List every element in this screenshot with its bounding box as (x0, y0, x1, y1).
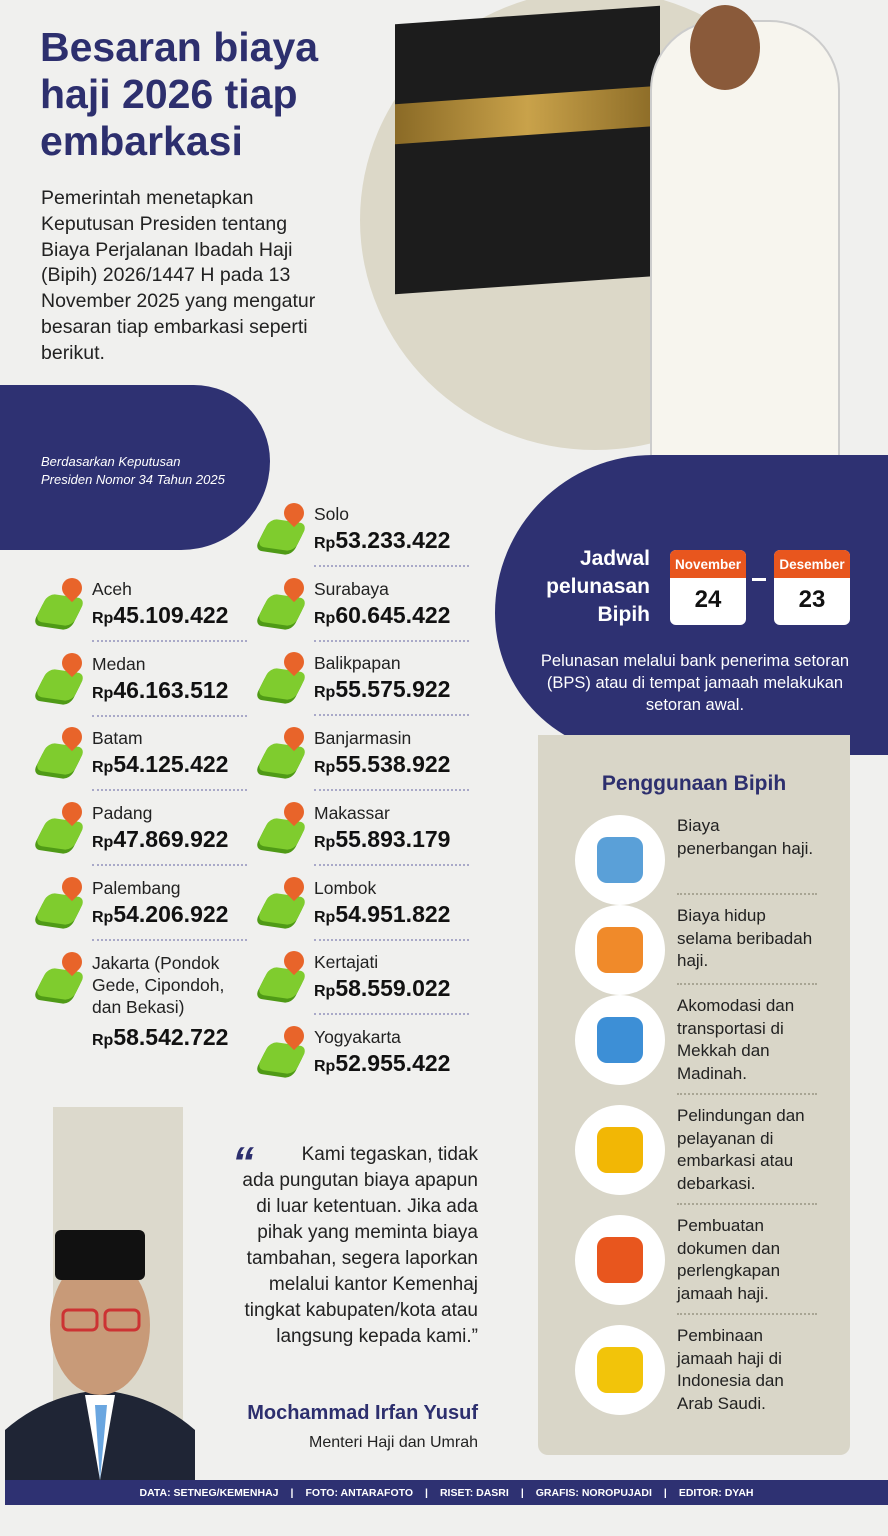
money-location-icon (40, 578, 82, 628)
divider (677, 983, 817, 985)
money-location-icon (262, 951, 304, 1001)
city-name: Jakarta (Pondok Gede, Cipondoh, dan Bekasi) (92, 952, 225, 1017)
footer-credit: FOTO: ANTARAFOTO (305, 1486, 414, 1499)
airplane-icon (597, 837, 643, 883)
money-location-icon (262, 578, 304, 628)
usage-text: Pembuatan dokumen dan perlengkapan jamaah haji. (677, 1216, 781, 1303)
price-value (314, 1050, 450, 1077)
star-icon (597, 1347, 643, 1393)
money-location-icon (40, 952, 82, 1002)
city-name: Yogyakarta (314, 1026, 401, 1047)
usage-text: Pelindungan dan pelayanan di embarkasi atau debarkasi. (677, 1106, 805, 1193)
price-amount: 52.955.422 (335, 1049, 451, 1076)
divider (92, 640, 247, 642)
currency-label: Rp (92, 908, 114, 926)
usage-icon-circle (575, 1105, 665, 1195)
currency-label: Rp (314, 1057, 336, 1075)
price-value (92, 901, 228, 928)
money-icon (256, 742, 308, 775)
money-icon (34, 892, 86, 925)
divider (92, 864, 247, 866)
currency-label: Rp (314, 759, 336, 777)
calendar-start (670, 550, 746, 625)
price-amount: 58.542.722 (113, 1023, 229, 1050)
money-icon (34, 817, 86, 850)
money-location-icon (40, 653, 82, 703)
divider (92, 715, 247, 717)
usage-title: Penggunaan Bipih (601, 772, 787, 795)
currency-label: Rp (314, 684, 336, 702)
quote-text: Kami tegaskan, tidak ada pungutan biaya apapun di luar ketentuan. Jika ada pihak yang meminta biaya tambahan, segera laporkan melalui kantor Kemenhaj tingkat kabupaten/kota atau langsung kepada kami.” (242, 1144, 478, 1347)
page-title: Besaran biaya haji 2026 tiap embarkasi (40, 24, 319, 164)
money-icon (34, 668, 86, 701)
currency-label: Rp (92, 834, 114, 852)
price-value (314, 901, 450, 928)
range-dash (752, 578, 766, 581)
divider (314, 864, 469, 866)
money-location-icon (40, 802, 82, 852)
money-location-icon (262, 727, 304, 777)
price-amount: 55.575.922 (335, 676, 451, 703)
price-value (92, 602, 228, 629)
usage-text: Pembinaan jamaah haji di Indonesia dan Arab Saudi. (677, 1326, 784, 1413)
minister-portrait (5, 1215, 195, 1480)
price-value (314, 826, 450, 853)
usage-text: Akomodasi dan transportasi di Mekkah dan Madinah. (677, 996, 795, 1083)
usage-icon-circle (575, 905, 665, 995)
footer-credit: DATA: SETNEG/KEMENHAJ (139, 1486, 279, 1499)
price-value (314, 527, 450, 554)
money-icon (34, 967, 86, 1000)
calendar-month: November (670, 550, 746, 578)
price-amount: 53.233.422 (335, 527, 451, 553)
money-icon (256, 1041, 308, 1074)
schedule-label: Jadwal pelunasan Bipih (546, 547, 650, 626)
price-amount: 54.125.422 (113, 751, 229, 778)
city-name: Surabaya (314, 578, 389, 599)
calendar-day: 24 (694, 586, 722, 613)
price-amount: 45.109.422 (113, 602, 229, 628)
money-icon (256, 817, 308, 850)
calendar-month: Desember (774, 550, 850, 578)
city-name: Padang (92, 803, 153, 824)
price-amount: 46.163.512 (113, 676, 229, 703)
divider (677, 1313, 817, 1315)
footer-separator: | (290, 1486, 294, 1499)
currency-label: Rp (92, 610, 114, 627)
footer-separator: | (663, 1486, 667, 1499)
price-value (314, 676, 450, 703)
currency-label: Rp (92, 1031, 114, 1049)
divider (314, 789, 469, 791)
divider (314, 714, 469, 716)
currency-label: Rp (314, 983, 336, 1001)
price-amount: 55.893.179 (335, 825, 451, 852)
city-name: Solo (314, 504, 350, 524)
calendar-day: 23 (798, 586, 826, 613)
kaaba-illustration (395, 6, 660, 295)
currency-label: Rp (92, 759, 114, 777)
city-name: Medan (92, 653, 146, 674)
divider (314, 939, 469, 941)
divider (314, 640, 469, 642)
money-icon (34, 743, 86, 776)
money-icon (256, 593, 308, 626)
divider (92, 789, 247, 791)
divider (314, 1013, 469, 1015)
money-location-icon (262, 877, 304, 927)
divider (677, 893, 817, 895)
pilgrim-head (690, 5, 760, 90)
price-amount: 55.538.922 (335, 751, 451, 778)
price-value (314, 975, 450, 1002)
money-icon (256, 518, 308, 551)
price-value (314, 602, 450, 629)
footer-separator: | (425, 1486, 428, 1499)
currency-label: Rp (314, 908, 336, 926)
shield-icon (597, 1127, 643, 1173)
divider (314, 565, 469, 567)
city-name: Balikpapan (314, 653, 401, 674)
shopping-cart-icon (597, 927, 643, 973)
footer-credit: EDITOR: DYAH (678, 1486, 754, 1499)
pilgrim-illustration (650, 20, 840, 510)
money-icon (256, 892, 308, 925)
footer-credit: RISET: DASRI (439, 1486, 509, 1499)
price-value (92, 1024, 228, 1051)
footer-separator: | (520, 1486, 524, 1499)
usage-icon-circle (575, 815, 665, 905)
price-amount: 54.951.822 (335, 900, 451, 927)
usage-icon-circle (575, 995, 665, 1085)
currency-label: Rp (314, 833, 336, 851)
city-name: Aceh (92, 579, 132, 599)
money-location-icon (40, 877, 82, 927)
usage-text: Biaya hidup selama beribadah haji. (677, 906, 813, 970)
quote-author: Mochammad Irfan Yusuf (247, 1402, 478, 1424)
hotel-icon (597, 1017, 643, 1063)
money-location-icon (262, 802, 304, 852)
quote-author-role: Menteri Haji dan Umrah (309, 1434, 478, 1451)
price-amount: 54.206.922 (113, 900, 229, 927)
intro-text: Pemerintah menetapkan Keputusan Presiden tentang Biaya Perjalanan Ibadah Haji (Bipih) 2026/1447 H pada 13 November 2025 yang mengatur besaran tiap embarkasi seperti berikut. (41, 187, 316, 364)
money-icon (256, 668, 308, 701)
divider (92, 939, 247, 941)
schedule-note: Pelunasan melalui bank penerima setoran (BPS) atau di tempat jamaah melakukan setoran awal. (540, 652, 850, 714)
divider (677, 1203, 817, 1205)
usage-icon-circle (575, 1215, 665, 1305)
credits-footer (5, 1480, 888, 1505)
currency-label: Rp (92, 684, 114, 702)
price-amount: 58.559.022 (335, 975, 451, 1002)
currency-label: Rp (314, 609, 336, 627)
price-amount: 47.869.922 (113, 826, 229, 853)
currency-label: Rp (314, 535, 336, 552)
source-note: Berdasarkan Keputusan Presiden Nomor 34 Tahun 2025 (41, 454, 225, 487)
city-name: Palembang (92, 877, 181, 898)
passport-icon (597, 1237, 643, 1283)
money-location-icon (262, 503, 304, 553)
city-name: Batam (92, 728, 143, 749)
money-icon (34, 593, 86, 626)
money-icon (256, 967, 308, 1000)
price-value (92, 826, 228, 853)
money-location-icon (262, 652, 304, 702)
usage-icon-circle (575, 1325, 665, 1415)
city-name: Banjarmasin (314, 728, 412, 749)
usage-text: Biaya penerbangan haji. (677, 816, 814, 858)
price-value (314, 751, 450, 778)
city-name: Lombok (314, 877, 377, 898)
footer-credit: GRAFIS: NOROPUJADI (535, 1486, 652, 1499)
price-amount: 60.645.422 (335, 601, 451, 628)
money-location-icon (40, 727, 82, 777)
divider (677, 1093, 817, 1095)
price-value (92, 677, 228, 704)
price-value (92, 751, 228, 778)
money-location-icon (262, 1026, 304, 1076)
calendar-end (774, 550, 850, 625)
city-name: Kertajati (314, 952, 379, 973)
city-name: Makassar (314, 802, 390, 823)
quote-mark-icon: “ (232, 1138, 248, 1187)
